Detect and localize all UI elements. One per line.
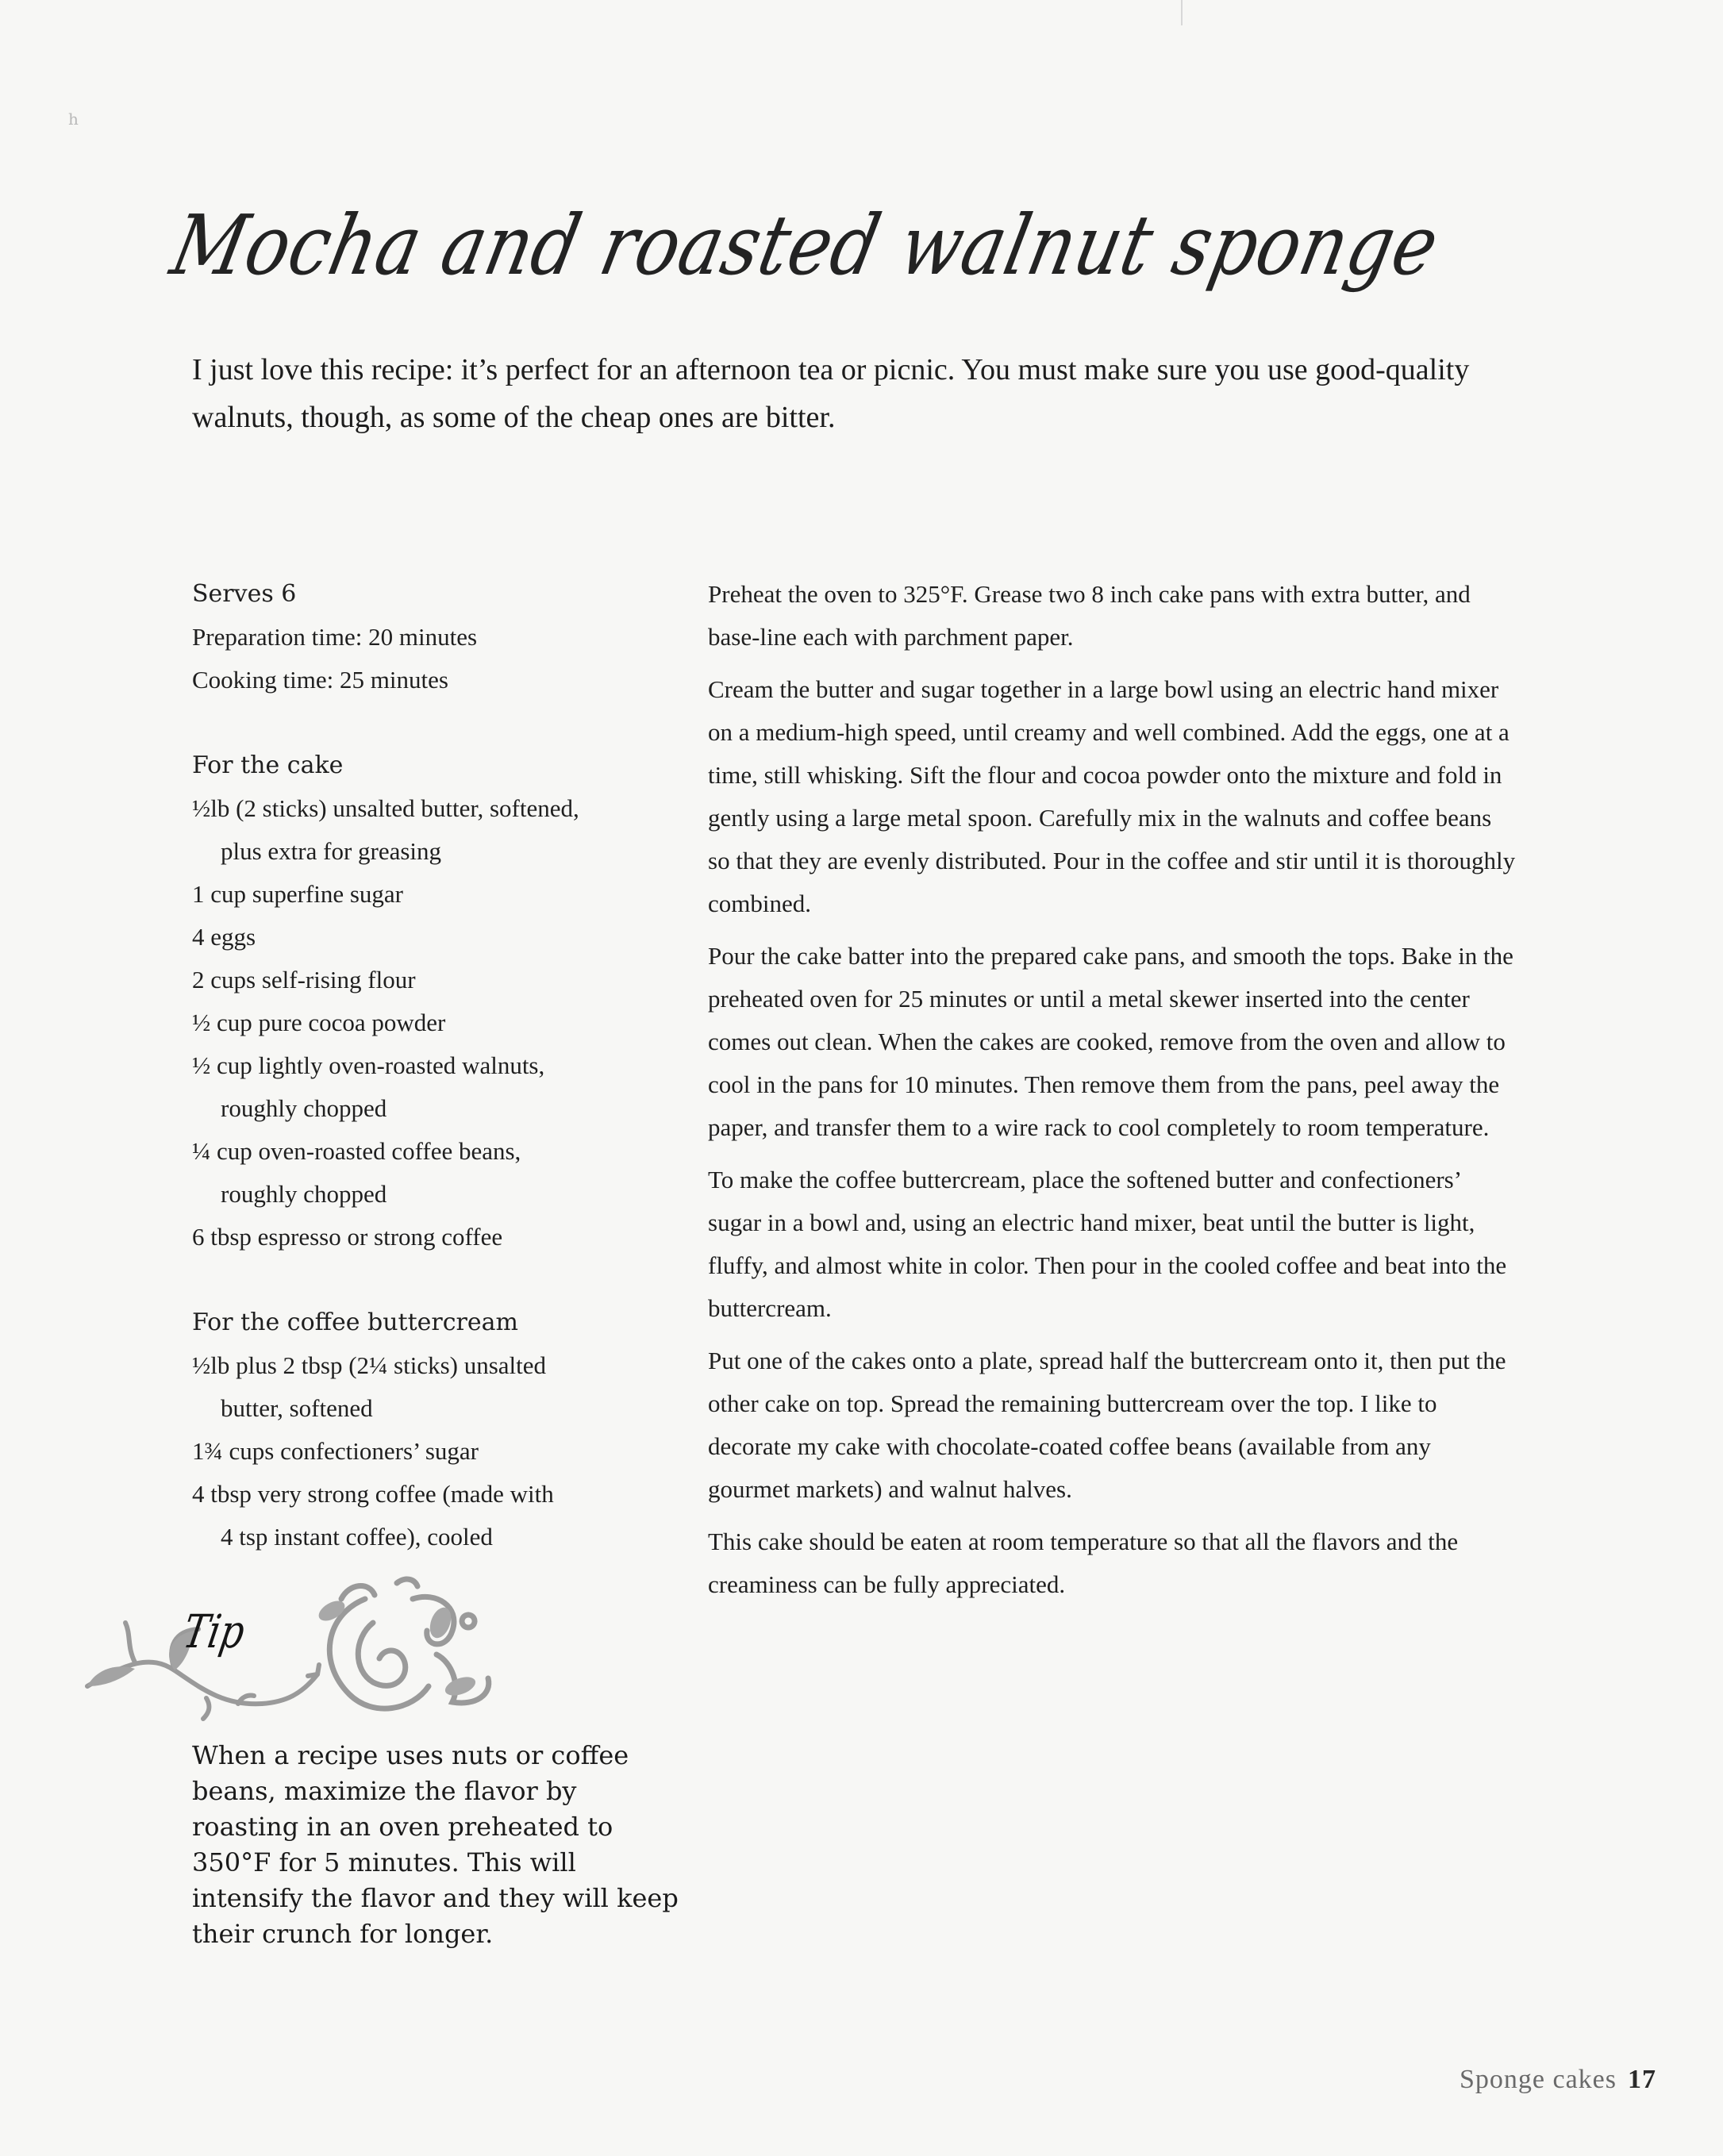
ingredient-line: 4 tbsp very strong coffee (made with bbox=[192, 1480, 554, 1508]
ingredient-line-cont: plus extra for greasing bbox=[221, 837, 442, 865]
ingredient-line: ½ cup lightly oven-roasted walnuts, bbox=[192, 1051, 545, 1079]
ingredient-line-cont: roughly chopped bbox=[221, 1094, 387, 1122]
ingredient-line: ¼ cup oven-roasted coffee beans, bbox=[192, 1137, 521, 1165]
ingredient-item: 1¾ cups confectioners’ sugar bbox=[192, 1437, 479, 1465]
ingredient-item bbox=[192, 1344, 668, 1430]
ingredient-item bbox=[192, 787, 668, 873]
ingredients-column bbox=[192, 573, 668, 1558]
ingredient-item bbox=[192, 1130, 668, 1216]
cake-ingredient-list bbox=[192, 787, 668, 1259]
method-step: Pour the cake batter into the prepared cake pans, and smooth the tops. Bake in the preheated oven for 25 minutes or until a metal skewer inserted into the center comes out clean. When the cakes are cooked, remove from the oven and allow to cool in the pans for 10 minutes. Then remove them from the pans, peel away the paper, and transfer them to a wire rack to cool completely to room temperature. bbox=[708, 942, 1513, 1141]
method-step: Put one of the cakes onto a plate, spread half the buttercream onto it, then put the other cake on top. Spread the remaining buttercream over the top. I like to decorate my cake with chocolate-coated coffee beans (available from any gourmet markets) and walnut halves. bbox=[708, 1347, 1506, 1503]
tip-label: Tip bbox=[179, 1605, 249, 1658]
ingredient-item: 6 tbsp espresso or strong coffee bbox=[192, 1223, 503, 1251]
ingredient-item: 4 eggs bbox=[192, 923, 256, 951]
corner-mark: h bbox=[68, 110, 79, 129]
ingredient-line-cont: roughly chopped bbox=[221, 1180, 387, 1208]
method-step: Cream the butter and sugar together in a large bowl using an electric hand mixer on a medium-high speed, until creamy and well combined. Add the eggs, one at a time, still whisking. Sift the flour and cocoa powder onto the mixture and fold in gently using a large metal spoon. Carefully mix in the walnuts and coffee beans so that they are evenly distributed. Pour in the coffee and stir until it is thoroughly combined. bbox=[708, 675, 1516, 917]
floral-flourish-icon bbox=[79, 1567, 524, 1726]
prep-time: Preparation time: 20 minutes bbox=[192, 623, 478, 651]
recipe-title: Mocha and roasted walnut sponge bbox=[163, 197, 1448, 294]
recipe-intro: I just love this recipe: it’s perfect for an afternoon tea or picnic. You must make sure you use good-quality walnuts, though, as some of the cheap ones are bitter. bbox=[192, 353, 1470, 434]
section-name: Sponge cakes bbox=[1459, 2065, 1617, 2094]
ingredient-line-cont: butter, softened bbox=[221, 1394, 373, 1422]
ingredient-item bbox=[192, 1044, 668, 1130]
tip-text: When a recipe uses nuts or coffee beans, maximize the flavor by roasting in an oven preheated to 350°F for 5 minutes. This will intensify the flavor and they will keep their crunch for longer. bbox=[192, 1740, 679, 1949]
cake-ingredients-heading: For the cake bbox=[192, 751, 344, 779]
ingredient-line: ½lb plus 2 tbsp (2¼ sticks) unsalted bbox=[192, 1351, 547, 1379]
ingredient-line-cont: 4 tsp instant coffee), cooled bbox=[221, 1523, 493, 1551]
page-footer bbox=[1460, 2065, 1656, 2095]
ingredient-line: ½lb (2 sticks) unsalted butter, softened, bbox=[192, 794, 579, 822]
serves: Serves 6 bbox=[192, 580, 297, 608]
cook-time: Cooking time: 25 minutes bbox=[192, 666, 448, 694]
scan-artifact-mark bbox=[1181, 0, 1183, 25]
buttercream-ingredients-heading: For the coffee buttercream bbox=[192, 1309, 518, 1336]
method-step: This cake should be eaten at room temperature so that all the flavors and the creaminess can be fully appreciated. bbox=[708, 1528, 1459, 1598]
page-number: 17 bbox=[1628, 2065, 1656, 2094]
ingredient-item bbox=[192, 1473, 668, 1558]
method-column bbox=[708, 573, 1517, 1616]
method-step: Preheat the oven to 325°F. Grease two 8 inch cake pans with extra butter, and base-line each with parchment paper. bbox=[708, 580, 1471, 651]
buttercream-ingredient-list bbox=[192, 1344, 668, 1558]
method-step: To make the coffee buttercream, place the softened butter and confectioners’ sugar in a bowl and, using an electric hand mixer, beat until the butter is light, fluffy, and almost white in color. Then pour in the cooled coffee and beat into the buttercream. bbox=[708, 1166, 1507, 1322]
ingredient-item: 2 cups self-rising flour bbox=[192, 966, 416, 993]
ingredient-item: 1 cup superfine sugar bbox=[192, 880, 403, 908]
ingredient-item: ½ cup pure cocoa powder bbox=[192, 1009, 446, 1036]
